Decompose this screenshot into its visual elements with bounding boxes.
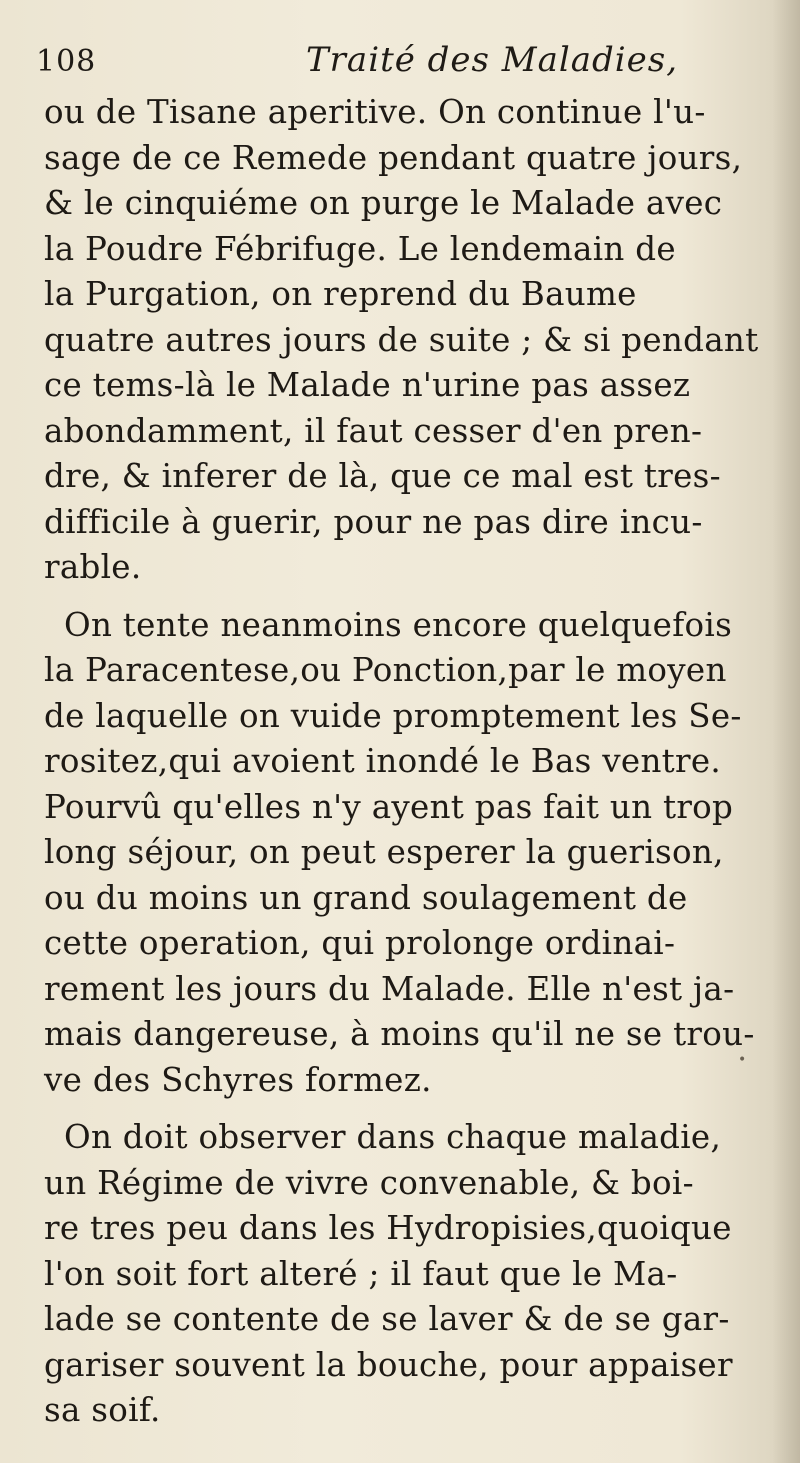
paragraph-2 <box>44 603 776 1104</box>
text-line: sage de ce Remede pendant quatre jours, <box>44 138 743 177</box>
page-edge-shadow <box>772 0 800 1463</box>
text-line: dre, & inferer de là, que ce mal est tres- <box>44 457 721 495</box>
paragraph-gap <box>44 1103 776 1115</box>
text-line: ve des Schyres formez. <box>44 1060 432 1099</box>
text-line: un Régime de vivre convenable, & boi- <box>44 1163 694 1202</box>
printer-mark-icon: • <box>738 1052 747 1068</box>
text-line: la Paracentese,ou Ponction,par le moyen <box>44 651 727 689</box>
paragraph-3 <box>44 1115 776 1434</box>
text-line: ce tems-là le Malade n'urine pas assez <box>44 366 691 404</box>
page-number: 108 <box>36 44 97 79</box>
text-line: rositez,qui avoient inondé le Bas ventre. <box>44 742 722 780</box>
text-line: Pourvû qu'elles n'y ayent pas fait un trop <box>44 787 734 826</box>
text-line: sa soif. <box>44 1391 161 1429</box>
text-line: difficile à guerir, pour ne pas dire incu- <box>44 502 703 541</box>
running-title: Traité des Maladies, <box>306 40 679 80</box>
text-line: de laquelle on vuide promptement les Se- <box>44 696 742 735</box>
text-line: On doit observer dans chaque maladie, <box>64 1118 722 1156</box>
text-line: la Purgation, on reprend du Baume <box>44 275 637 313</box>
text-line: gariser souvent la bouche, pour appaiser <box>44 1345 733 1384</box>
text-line: lade se contente de se laver & de se gar- <box>44 1300 730 1338</box>
text-line: mais dangereuse, à moins qu'il ne se trou- <box>44 1015 755 1053</box>
text-line: ou de Tisane aperitive. On continue l'u- <box>44 93 706 131</box>
text-line: cette operation, qui prolonge ordinai- <box>44 924 676 962</box>
text-line: re tres peu dans les Hydropisies,quoique <box>44 1209 732 1247</box>
text-line: & le cinquiéme on purge le Malade avec <box>44 184 723 222</box>
text-line: quatre autres jours de suite ; & si pendant <box>44 320 759 359</box>
text-line: la Poudre Fébrifuge. Le lendemain de <box>44 229 676 268</box>
text-line: rable. <box>44 548 142 586</box>
text-line: abondamment, il faut cesser d'en pren- <box>44 411 703 450</box>
paragraph-gap <box>44 591 776 603</box>
text-line: long séjour, on peut esperer la guerison, <box>44 833 724 871</box>
text-line: l'on soit fort alteré ; il faut que le Ma- <box>44 1254 678 1293</box>
text-line: rement les jours du Malade. Elle n'est ja- <box>44 969 735 1008</box>
text-line: On tente neanmoins encore quelquefois <box>64 605 733 644</box>
paragraph-1 <box>44 90 776 591</box>
page-header <box>36 40 776 84</box>
text-line: ou du moins un grand soulagement de <box>44 878 688 917</box>
body-text <box>44 90 776 1434</box>
